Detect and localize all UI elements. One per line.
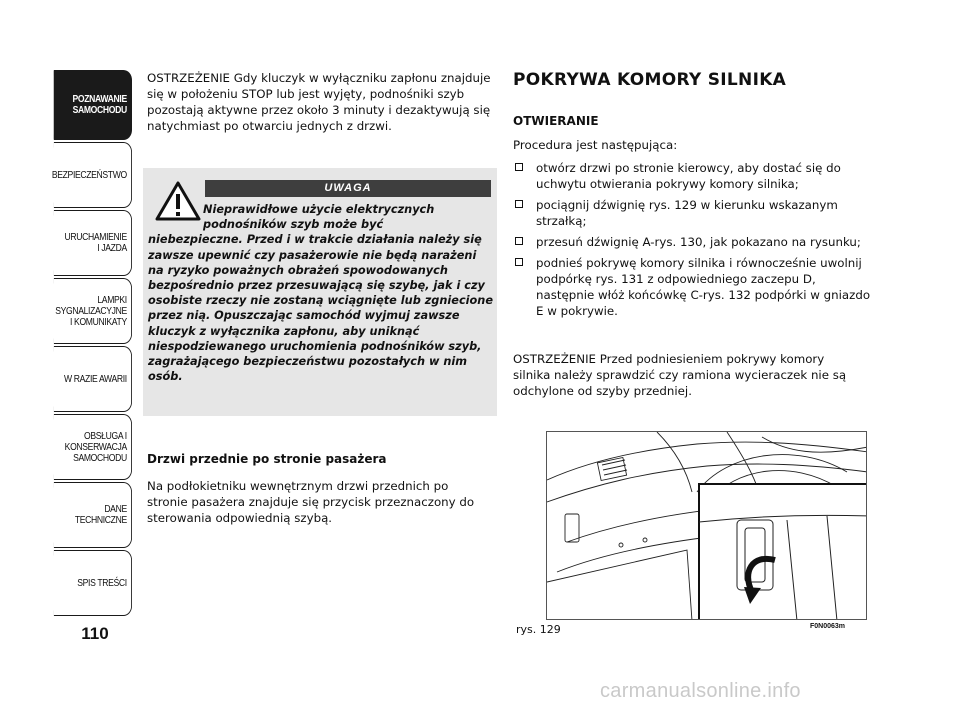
sidebar-tab-dane-techniczne[interactable]: DANE TECHNICZNE — [54, 482, 132, 548]
watermark: carmanualsonline.info — [600, 680, 801, 702]
page-number: 110 — [81, 624, 109, 643]
step-item — [513, 160, 873, 192]
passenger-door-heading: Drzwi przednie po stronie pasażera — [147, 452, 387, 466]
sidebar-tab-awarie[interactable]: W RAZIE AWARII — [54, 346, 132, 412]
sidebar-tab-poznawanie[interactable]: POZNAWANIE SAMOCHODU — [54, 70, 132, 140]
warning-wipers-text: OSTRZEŻENIE Przed podniesieniem pokrywy komory silnika należy sprawdzić czy ramiona wycieraczek nie są odchylone od szyby przedniej. — [513, 352, 847, 398]
step-item — [513, 255, 873, 319]
sidebar-tab-obsluga[interactable]: OBSŁUGA I KONSERWACJA SAMOCHODU — [54, 414, 132, 480]
uwaga-rest: niebezpieczne. Przed i w trakcie działania należy się zawsze upewnić czy pasażerowie nie będą narażeni na ryzyko poważnych obrażeń spowodowanych bezpośrednio przez przesuwającą się szybę, jak i czy osobiste rzeczy nie zostaną wciągnięte lub zgniecione przez nią. Opuszczając samochód wyjmuj zawsze kluczyk z wyłącznika zapłonu, aby uniknąć niespodziewanego uruchomienia podnośników szyb, zagrażającego bezpieczeństwu pozostałych w nim osób. — [148, 233, 493, 384]
figure-label: rys. 129 — [516, 623, 561, 636]
checkbox-bullet-icon — [515, 258, 523, 266]
uwaga-title: UWAGA — [205, 180, 491, 197]
checkbox-bullet-icon — [515, 163, 523, 171]
step-item — [513, 234, 873, 250]
step-item — [513, 197, 873, 229]
dashboard-illustration — [547, 432, 867, 620]
sidebar-tab-spis-tresci[interactable]: SPIS TREŚCI — [54, 550, 132, 616]
uwaga-first-line: Nieprawidłowe użycie elektrycznych podnośników szyb może być — [203, 203, 435, 232]
step-text: przesuń dźwignię A-rys. 130, jak pokazano na rysunku; — [536, 235, 861, 249]
warning-ignition-text: OSTRZEŻENIE Gdy kluczyk w wyłączniku zapłonu znajduje się w położeniu STOP lub jest wyjęty, podnośniki szyb pozostają aktywne przez około 3 minuty i dezaktywują się natychmiast po otwarciu jednych z drzwi. — [147, 71, 491, 133]
sidebar-tab-bezpieczenstwo[interactable]: BEZPIECZEŃSTWO — [54, 142, 132, 208]
procedure-steps — [513, 160, 873, 324]
figure-hood-release-lever — [546, 431, 867, 620]
uwaga-warning-box — [143, 168, 497, 416]
sidebar-tab-uruchamianie[interactable]: URUCHAMIENIE I JAZDA — [54, 210, 132, 276]
passenger-door-text: Na podłokietniku wewnętrznym drzwi przednich po stronie pasażera znajduje się przycisk przeznaczony do sterowania odpowiednią szybą. — [147, 479, 475, 525]
sidebar-tab-lampki[interactable]: LAMPKI SYGNALIZACYJNE I KOMUNIKATY — [54, 278, 132, 344]
step-text: otwórz drzwi po stronie kierowcy, aby dostać się do uchwytu otwierania pokrywy komory silnika; — [536, 161, 841, 191]
section-title: POKRYWA KOMORY SILNIKA — [513, 70, 787, 90]
step-text: podnieś pokrywę komory silnika i równocześnie uwolnij podpórkę rys. 131 z odpowiedniego zaczepu D, następnie włóż końcówkę C-rys. 132 podpórki w gniazdo E w pokrywie. — [536, 256, 871, 318]
procedure-intro: Procedura jest następująca: — [513, 138, 678, 152]
checkbox-bullet-icon — [515, 237, 523, 245]
step-text: pociągnij dźwignię rys. 129 w kierunku wskazanym strzałką; — [536, 198, 838, 228]
figure-code: F0N0063m — [810, 623, 846, 630]
uwaga-text — [148, 202, 493, 384]
checkbox-bullet-icon — [515, 200, 523, 208]
subheading-otwieranie: OTWIERANIE — [513, 114, 599, 128]
